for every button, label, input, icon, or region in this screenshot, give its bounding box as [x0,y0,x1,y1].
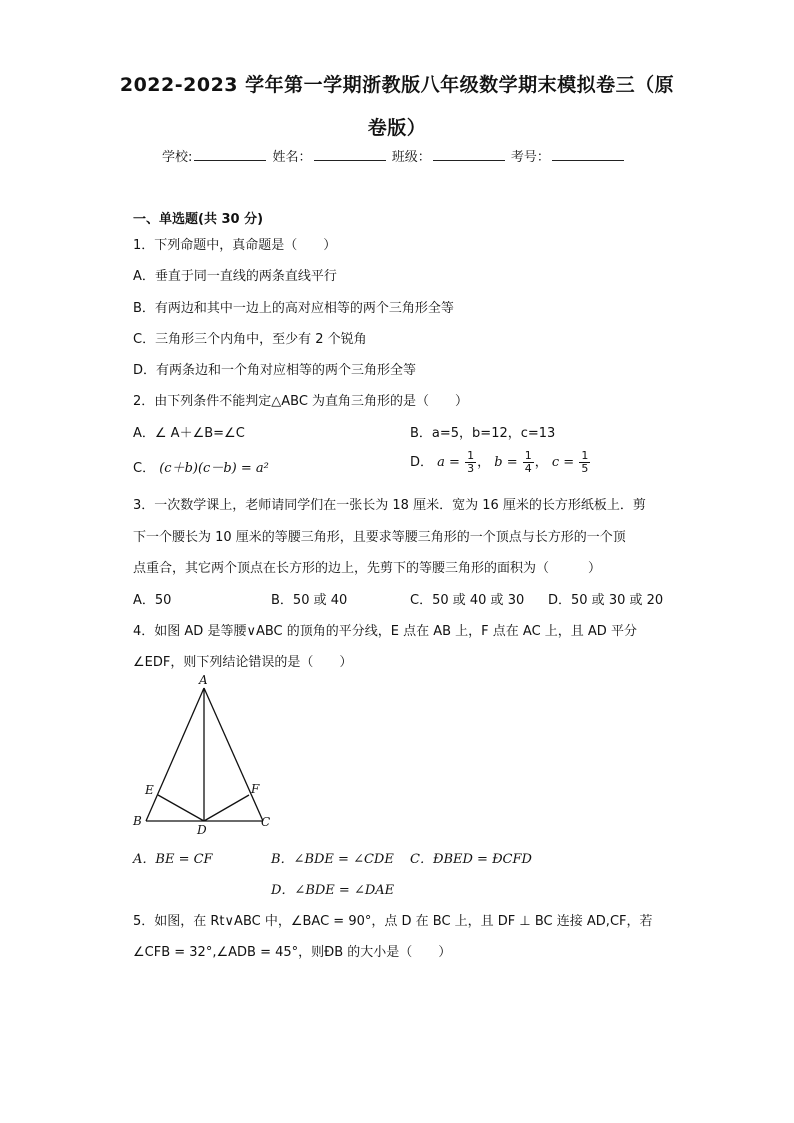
q2-option-d-label: D． [410,455,434,470]
q2-option-c[interactable] [133,457,269,476]
label-d: D [197,823,207,837]
q2-option-a[interactable]: A．∠ A＋∠B=∠C [133,426,245,441]
q2-d-frac-a [465,450,476,475]
q3-line3: 点重合，其它两个顶点在长方形的边上，先剪下的等腰三角形的面积为（ ） [133,561,602,576]
q4-line1: 4．如图 AD 是等腰∨ABC 的顶角的平分线，E 点在 AB 上，F 点在 AC 上，且 AD 平分 [133,624,637,639]
q2-stem: 2．由下列条件不能判定△ABC 为直角三角形的是（ ） [133,394,469,409]
segment-de [158,795,204,821]
denominator: 4 [524,462,532,475]
q1-option-d[interactable]: D．有两条边和一个角对应相等的两个三角形全等 [133,363,417,378]
q2-d-var-a: a = [437,455,460,470]
q1-option-c[interactable]: C．三角形三个内角中，至少有 2 个锐角 [133,332,367,347]
school-blank[interactable] [194,148,266,161]
denominator: 3 [467,462,475,475]
q5-line2: ∠CFB = 32°,∠ADB = 45°，则ÐB 的大小是（ ） [133,945,452,960]
q1-option-a[interactable]: A．垂直于同一直线的两条直线平行 [133,269,337,284]
q4-option-d[interactable]: D．∠BDE = ∠DAE [271,883,395,898]
section-title: 一、单选题(共 30 分) [133,212,264,227]
class-blank[interactable] [433,148,505,161]
q2-option-b[interactable]: B．a=5，b=12，c=13 [410,426,556,441]
numerator: 1 [524,449,532,462]
label-a: A [199,673,208,687]
school-label: 学校: [162,150,193,165]
q3-option-c[interactable]: C．50 或 40 或 30 [410,593,525,608]
label-c: C [261,815,271,829]
page-title-line2: 卷版） [367,117,427,139]
q4-option-c[interactable]: C．ÐBED = ÐCFD [410,852,532,867]
denominator: 5 [581,462,589,475]
edge-ab [146,688,204,821]
q2-d-var-b: b = [494,455,518,470]
exam-no-label: 考号： [510,150,550,165]
q2-d-frac-c [579,450,590,475]
q3-line2: 下一个腰长为 10 厘米的等腰三角形，且要求等腰三角形的一个顶点与长方形的一个顶 [133,530,626,545]
q1-stem: 1．下列命题中，真命题是（ ） [133,238,337,253]
q3-option-a[interactable]: A．50 [133,593,172,608]
edge-ac [204,688,263,821]
q5-line1: 5．如图，在 Rt∨ABC 中，∠BAC = 90°，点 D 在 BC 上，且 DF ⊥ BC 连接 AD,CF，若 [133,914,653,929]
q4-option-a[interactable]: A．BE = CF [133,852,213,867]
student-info-row [162,146,626,165]
comma: ， [477,455,491,470]
exam-no-blank[interactable] [552,148,624,161]
q1-option-b[interactable]: B．有两边和其中一边上的高对应相等的两个三角形全等 [133,301,454,316]
segment-df [204,795,249,821]
q2-option-c-expr: (c＋b)(c－b) = a² [159,461,269,476]
label-e: E [145,783,154,797]
name-label: 姓名： [272,150,312,165]
page-title-line1: 2022-2023 学年第一学期浙教版八年级数学期末模拟卷三（原 [119,74,675,96]
q2-d-var-c: c = [551,455,575,470]
numerator: 1 [581,449,589,462]
q2-d-frac-b [523,450,534,475]
q3-line1: 3．一次数学课上，老师请同学们在一张长为 18 厘米．宽为 16 厘米的长方形纸板上．剪 [133,498,646,513]
q2-option-c-label: C． [133,461,156,476]
label-b: B [133,814,142,828]
label-f: F [251,782,260,796]
q4-option-b[interactable]: B．∠BDE = ∠CDE [271,852,394,867]
q4-triangle-figure [125,670,285,840]
q4-line2: ∠EDF，则下列结论错误的是（ ） [133,655,353,670]
q3-option-b[interactable]: B．50 或 40 [271,593,348,608]
class-label: 班级： [391,150,431,165]
name-blank[interactable] [314,148,386,161]
comma: ， [534,455,548,470]
q3-option-d[interactable]: D．50 或 30 或 20 [548,593,664,608]
numerator: 1 [467,449,475,462]
q2-option-d[interactable] [410,450,591,475]
